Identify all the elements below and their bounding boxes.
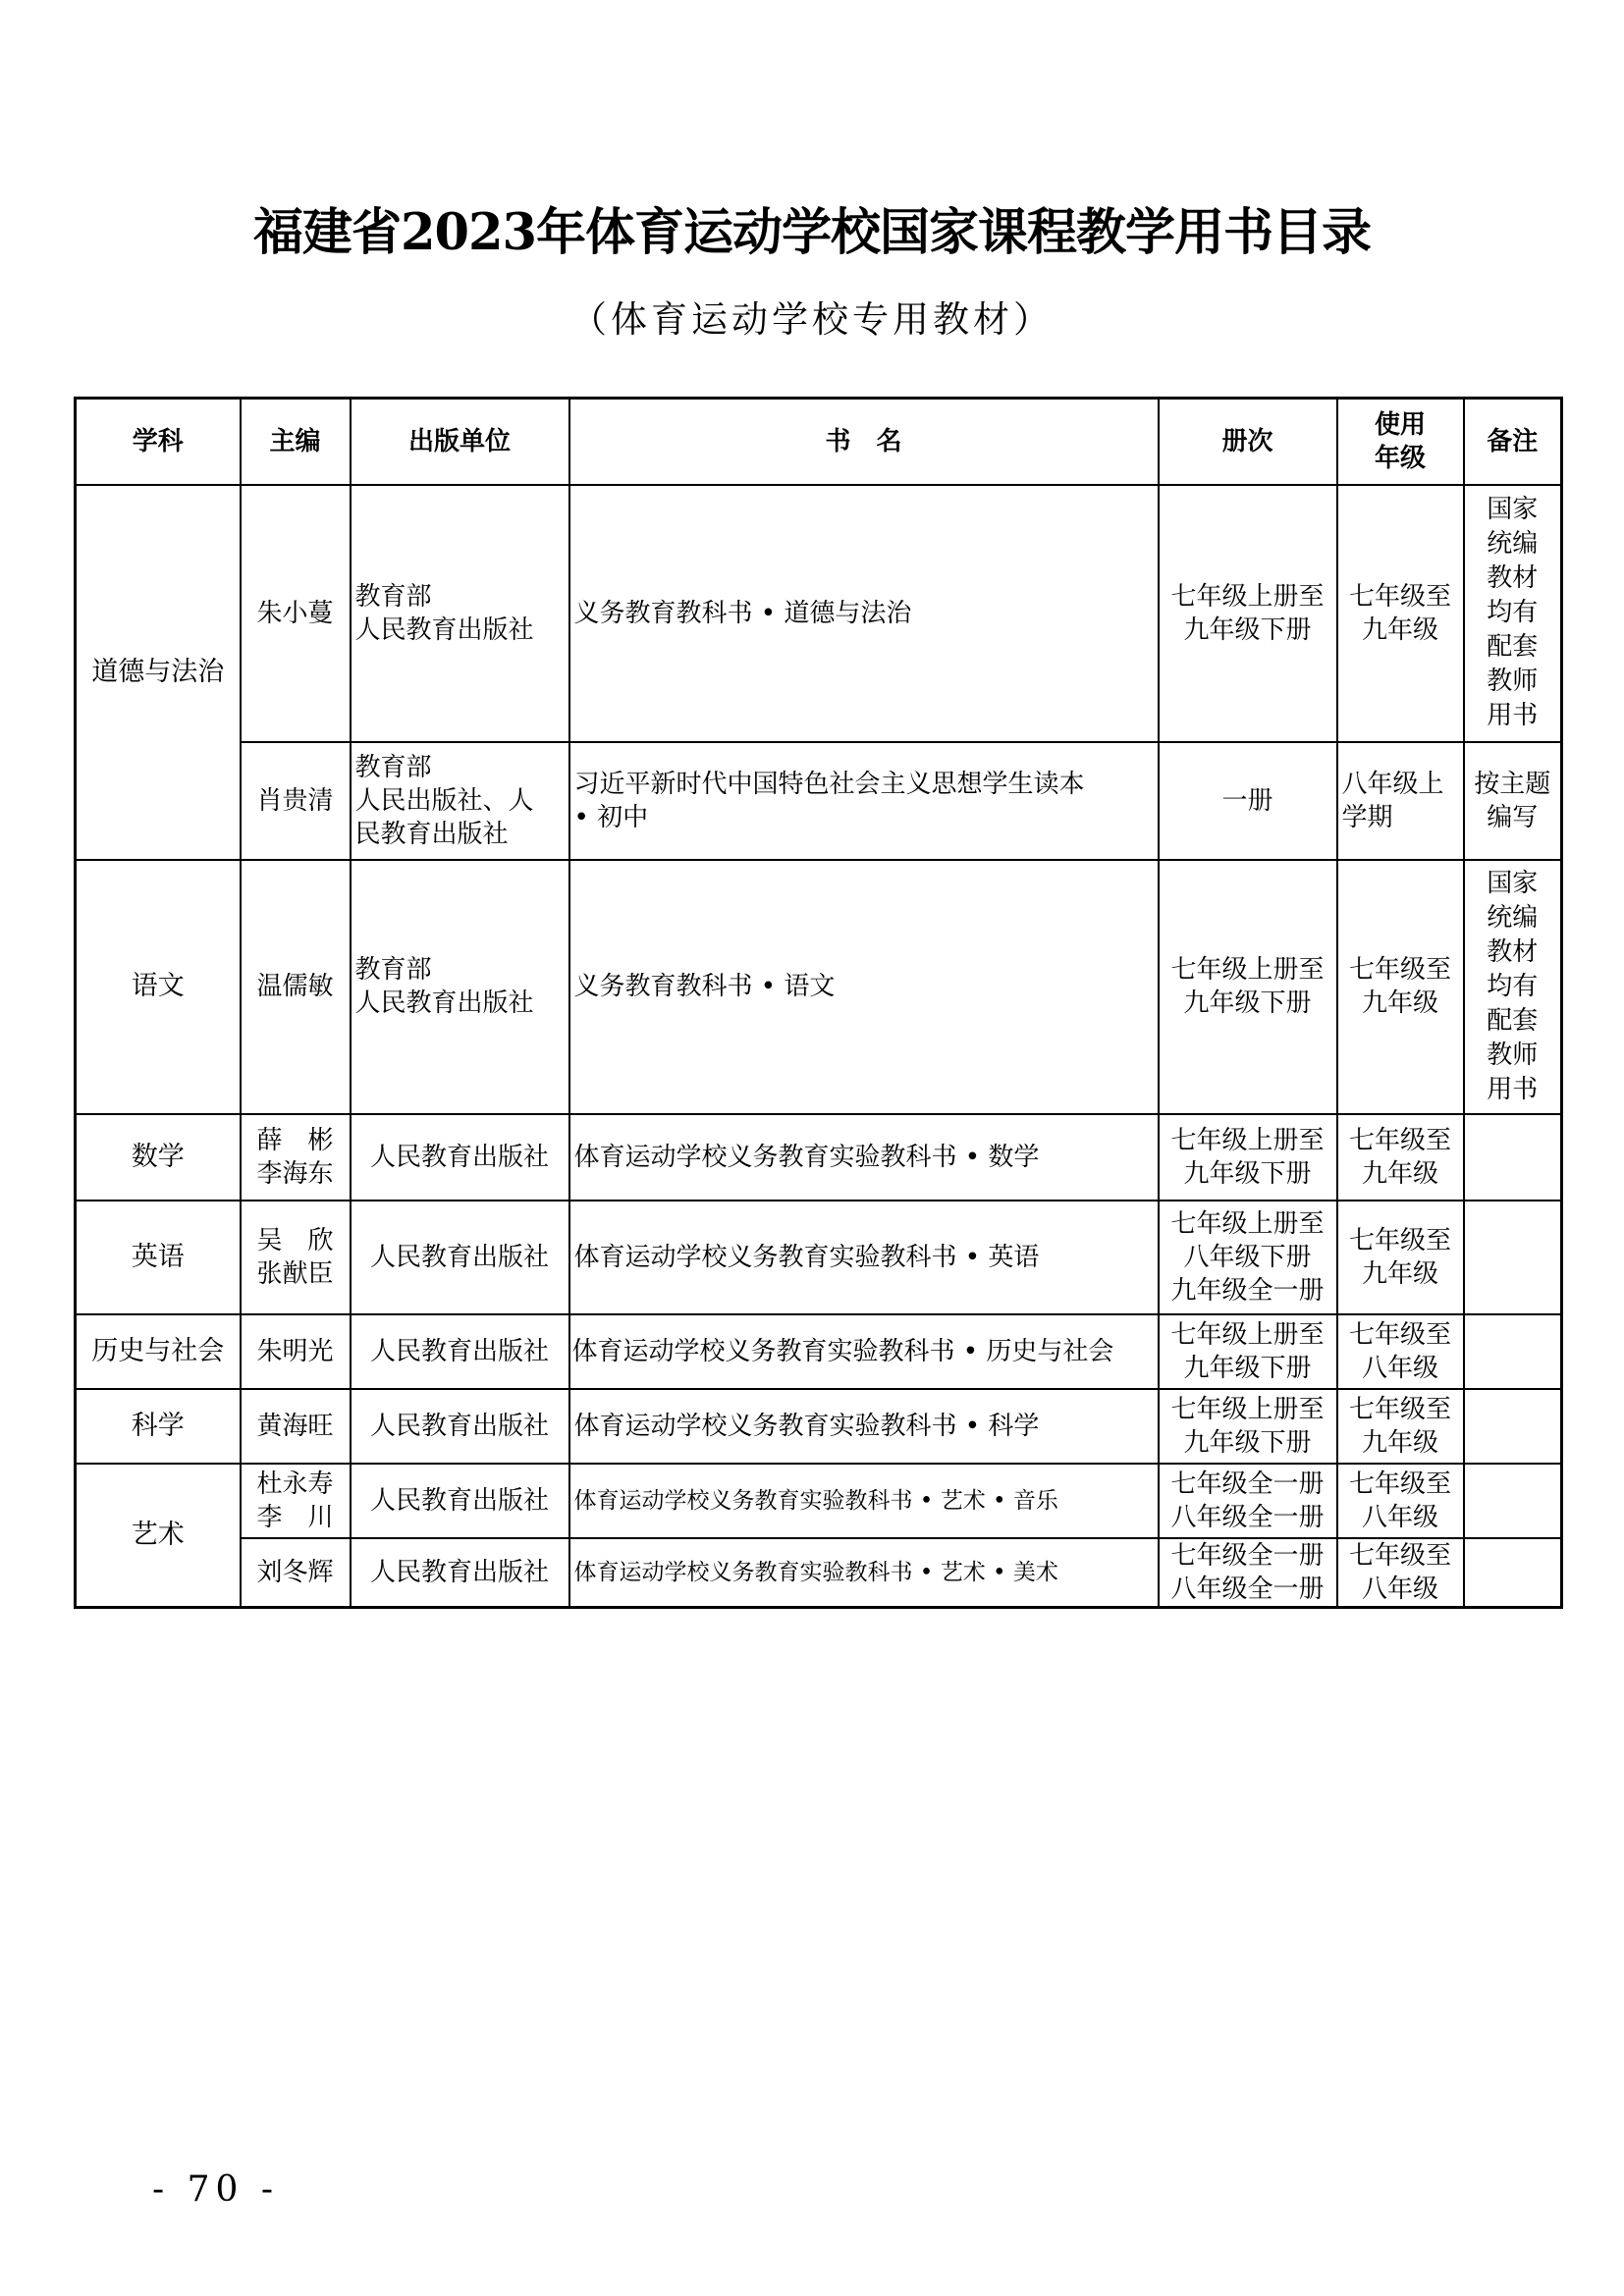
cell-grade: 七年级至 九年级 — [1337, 860, 1464, 1114]
cell-volumes: 七年级上册至 九年级下册 — [1159, 1389, 1337, 1464]
cell-remark — [1464, 1389, 1562, 1464]
table-row — [76, 1464, 1562, 1538]
cell-book-title: 体育运动学校义务教育实验教科书 • 科学 — [569, 1389, 1159, 1464]
header-book-title: 书 名 — [569, 399, 1159, 485]
cell-book-title: 义务教育教科书 • 道德与法治 — [569, 485, 1159, 742]
document-subtitle: （体育运动学校专用教材） — [570, 298, 1054, 341]
cell-grade: 七年级至 九年级 — [1337, 1201, 1464, 1314]
cell-editor: 吴 欣 张猷臣 — [241, 1201, 351, 1314]
cell-volumes: 七年级全一册 八年级全一册 — [1159, 1464, 1337, 1538]
cell-editor: 肖贵清 — [241, 742, 351, 860]
table-row — [76, 485, 1562, 742]
cell-publisher: 教育部 人民教育出版社 — [351, 485, 569, 742]
cell-volumes: 七年级上册至 八年级下册 九年级全一册 — [1159, 1201, 1337, 1314]
cell-book-title: 体育运动学校义务教育实验教科书 • 艺术 • 美术 — [569, 1538, 1159, 1608]
header-remark: 备注 — [1464, 399, 1562, 485]
cell-volumes: 七年级上册至 九年级下册 — [1159, 1314, 1337, 1389]
cell-remark — [1464, 1314, 1562, 1389]
cell-volumes: 七年级上册至 九年级下册 — [1159, 1114, 1337, 1201]
header-subject: 学科 — [76, 399, 241, 485]
cell-book-title: 义务教育教科书 • 语文 — [569, 860, 1159, 1114]
page-number: - 70 - — [152, 2169, 280, 2210]
cell-volumes: 一册 — [1159, 742, 1337, 860]
cell-volumes: 七年级全一册 八年级全一册 — [1159, 1538, 1337, 1608]
cell-grade: 七年级至 九年级 — [1337, 1389, 1464, 1464]
cell-publisher: 教育部 人民出版社、人 民教育出版社 — [351, 742, 569, 860]
cell-subject: 艺术 — [76, 1464, 241, 1608]
cell-publisher: 人民教育出版社 — [351, 1389, 569, 1464]
cell-subject: 科学 — [76, 1389, 241, 1464]
cell-grade: 七年级至 八年级 — [1337, 1538, 1464, 1608]
cell-volumes: 七年级上册至 九年级下册 — [1159, 485, 1337, 742]
table-row — [76, 1314, 1562, 1389]
cell-publisher: 人民教育出版社 — [351, 1538, 569, 1608]
cell-book-title: 体育运动学校义务教育实验教科书 • 英语 — [569, 1201, 1159, 1314]
table-row — [76, 1201, 1562, 1314]
cell-remark: 国家 统编 教材 均有 配套 教师 用书 — [1464, 860, 1562, 1114]
cell-grade: 七年级至 八年级 — [1337, 1464, 1464, 1538]
table-row — [76, 1114, 1562, 1201]
table-header-row — [76, 399, 1562, 485]
cell-volumes: 七年级上册至 九年级下册 — [1159, 860, 1337, 1114]
cell-subject: 英语 — [76, 1201, 241, 1314]
cell-book-title: 习近平新时代中国特色社会主义思想学生读本 • 初中 — [569, 742, 1159, 860]
cell-editor: 黄海旺 — [241, 1389, 351, 1464]
cell-book-title: 体育运动学校义务教育实验教科书 • 艺术 • 音乐 — [569, 1464, 1159, 1538]
cell-remark: 按主题 编写 — [1464, 742, 1562, 860]
cell-publisher: 人民教育出版社 — [351, 1201, 569, 1314]
cell-subject: 道德与法治 — [76, 485, 241, 860]
cell-subject: 语文 — [76, 860, 241, 1114]
cell-editor: 朱明光 — [241, 1314, 351, 1389]
cell-book-title: 体育运动学校义务教育实验教科书 • 数学 — [569, 1114, 1159, 1201]
table-row — [76, 1389, 1562, 1464]
cell-publisher: 人民教育出版社 — [351, 1114, 569, 1201]
cell-grade: 八年级上 学期 — [1337, 742, 1464, 860]
cell-remark: 国家 统编 教材 均有 配套 教师 用书 — [1464, 485, 1562, 742]
cell-publisher: 人民教育出版社 — [351, 1464, 569, 1538]
cell-editor: 刘冬辉 — [241, 1538, 351, 1608]
cell-editor: 薛 彬 李海东 — [241, 1114, 351, 1201]
cell-remark — [1464, 1114, 1562, 1201]
table-row — [76, 742, 1562, 860]
table-row — [76, 860, 1562, 1114]
cell-remark — [1464, 1538, 1562, 1608]
table-row — [76, 1538, 1562, 1608]
cell-book-title: 体育运动学校义务教育实验教科书 • 历史与社会 — [569, 1314, 1159, 1389]
cell-remark — [1464, 1464, 1562, 1538]
cell-subject: 历史与社会 — [76, 1314, 241, 1389]
header-volumes: 册次 — [1159, 399, 1337, 485]
cell-editor: 温儒敏 — [241, 860, 351, 1114]
textbook-catalog-table — [74, 397, 1563, 1609]
cell-editor: 杜永寿 李 川 — [241, 1464, 351, 1538]
cell-publisher: 教育部 人民教育出版社 — [351, 860, 569, 1114]
header-grade: 使用 年级 — [1337, 399, 1464, 485]
cell-grade: 七年级至 八年级 — [1337, 1314, 1464, 1389]
cell-subject: 数学 — [76, 1114, 241, 1201]
cell-editor: 朱小蔓 — [241, 485, 351, 742]
header-editor: 主编 — [241, 399, 351, 485]
cell-remark — [1464, 1201, 1562, 1314]
header-publisher: 出版单位 — [351, 399, 569, 485]
document-title: 福建省2023年体育运动学校国家课程教学用书目录 — [253, 203, 1371, 262]
cell-publisher: 人民教育出版社 — [351, 1314, 569, 1389]
cell-grade: 七年级至 九年级 — [1337, 485, 1464, 742]
cell-grade: 七年级至 九年级 — [1337, 1114, 1464, 1201]
